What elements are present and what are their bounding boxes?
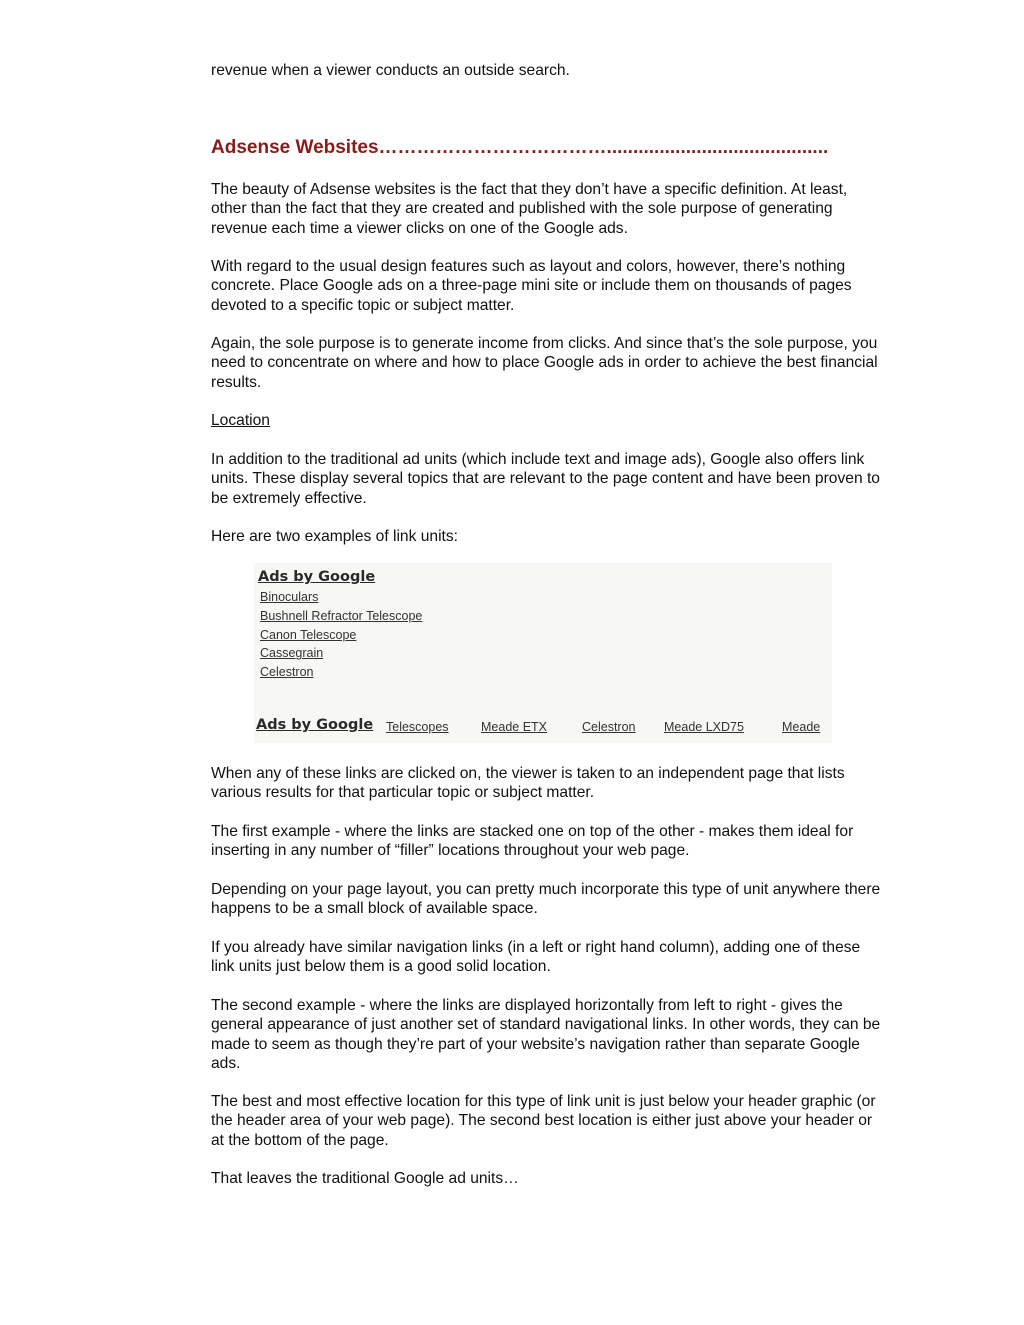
paragraph-2: With regard to the usual design features such as layout and colors, however, there’s nothing concrete. Place Google ads on a three-page mini site or include them on thousands of pages devoted to a specific topic or subject matter. bbox=[211, 258, 852, 314]
section-heading: Adsense Websites……………………………….......................................... bbox=[211, 137, 829, 158]
vertical-link-binoculars[interactable]: Binoculars bbox=[260, 590, 319, 604]
paragraph-11: The best and most effective location for this type of link unit is just below your header graphic (or the header area of your web page). The second best location is either just above your header or at the bottom of the page. bbox=[211, 1093, 876, 1149]
horizontal-link-telescopes[interactable]: Telescopes bbox=[386, 720, 449, 734]
vertical-link-celestron[interactable]: Celestron bbox=[260, 665, 314, 680]
paragraph-8: Depending on your page layout, you can pretty much incorporate this type of unit anywhere there happens to be a small block of available space. bbox=[211, 881, 881, 918]
paragraph-10: The second example - where the links are displayed horizontally from left to right - gives the general appearance of just another set of standard navigational links. In other words, they can be made to seem as though they’re part of your website’s navigation rather than separate Google ads. bbox=[211, 997, 881, 1073]
intro-line: revenue when a viewer conducts an outside search. bbox=[211, 62, 570, 79]
link-units-example-image bbox=[254, 563, 832, 743]
paragraph-4: In addition to the traditional ad units (which include text and image ads), Google also offers link units. These display several topics that are relevant to the page content and have been proven to be extremely effective. bbox=[211, 451, 880, 507]
paragraph-1: The beauty of Adsense websites is the fact that they don’t have a specific definition. At least, other than the fact that they are created and published with the sole purpose of generating revenue each time a viewer clicks on one of the Google ads. bbox=[211, 181, 848, 237]
paragraph-6: When any of these links are clicked on, the viewer is taken to an independent page that lists various results for that particular topic or subject matter. bbox=[211, 765, 845, 802]
horizontal-link-meade-lxd75[interactable]: Meade LXD75 bbox=[664, 720, 744, 734]
paragraph-9: If you already have similar navigation links (in a left or right hand column), adding one of these link units just below them is a good solid location. bbox=[211, 939, 861, 976]
paragraph-7: The first example - where the links are stacked one on top of the other - makes them ideal for inserting in any number of “filler” locations throughout your web page. bbox=[211, 823, 854, 860]
vertical-ads-by-google-title[interactable]: Ads by Google bbox=[258, 569, 376, 585]
location-subheading: Location bbox=[211, 412, 270, 429]
paragraph-12: That leaves the traditional Google ad units… bbox=[211, 1170, 519, 1187]
horizontal-link-meade-etx[interactable]: Meade ETX bbox=[481, 720, 548, 734]
vertical-link-cassegrain[interactable]: Cassegrain bbox=[260, 646, 324, 661]
paragraph-3: Again, the sole purpose is to generate income from clicks. And since that’s the sole purpose, you need to concentrate on where and how to place Google ads in order to achieve the best financial results. bbox=[211, 335, 878, 391]
horizontal-link-meade[interactable]: Meade bbox=[782, 720, 821, 734]
horizontal-link-unit bbox=[256, 717, 832, 739]
vertical-link-canon-telescope[interactable]: Canon Telescope bbox=[260, 627, 357, 642]
vertical-link-bushnell-refractor-telescope[interactable]: Bushnell Refractor Telescope bbox=[260, 608, 423, 623]
vertical-link-unit bbox=[258, 569, 422, 682]
horizontal-link-celestron[interactable]: Celestron bbox=[582, 720, 636, 734]
paragraph-5: Here are two examples of link units: bbox=[211, 528, 459, 545]
horizontal-ads-by-google-title[interactable]: Ads by Google bbox=[256, 717, 374, 733]
